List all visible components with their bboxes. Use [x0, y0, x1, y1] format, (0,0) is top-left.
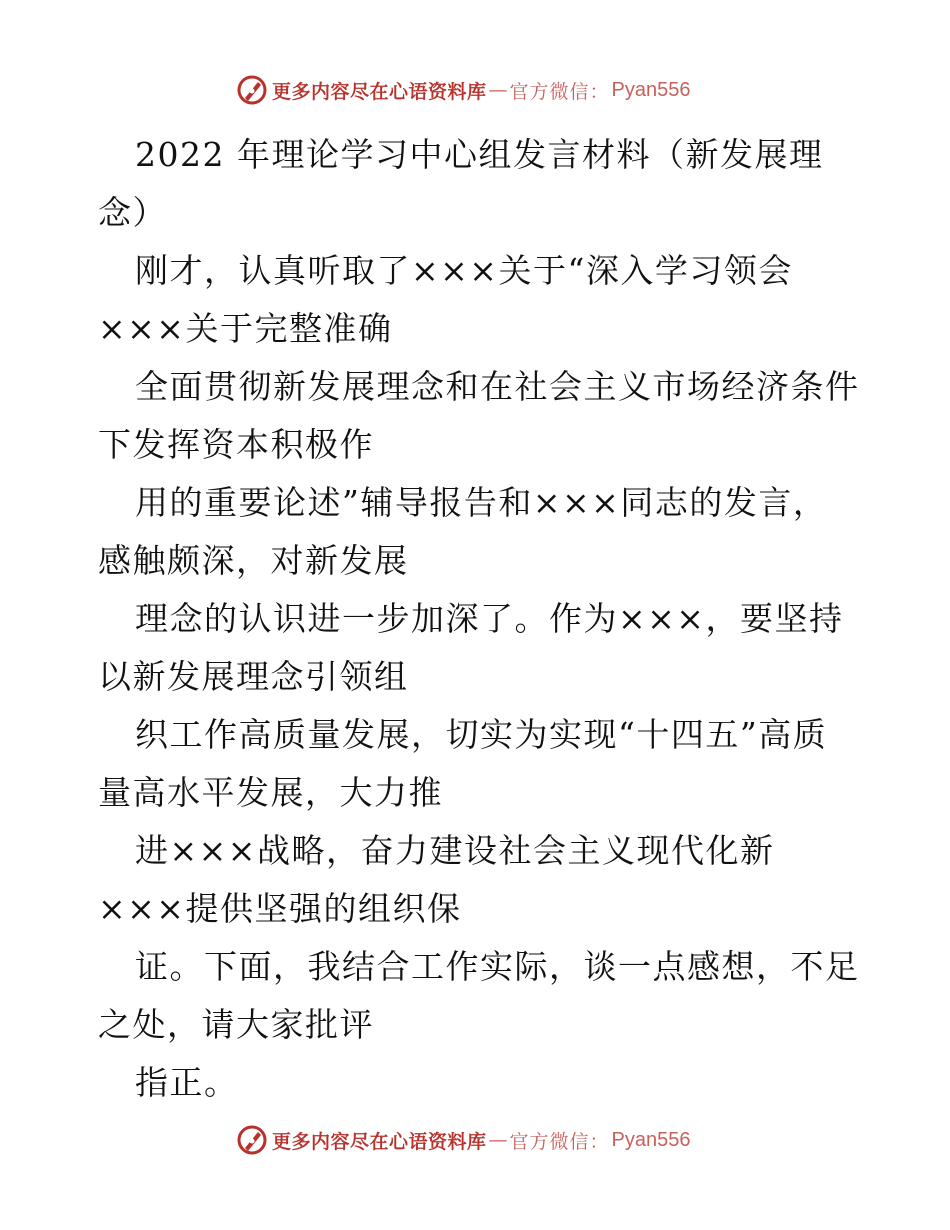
paragraph-line: 进×××战略，奋力建设社会主义现代化新 — [135, 831, 775, 870]
banner-wechat-label: 官方微信： — [509, 80, 610, 103]
paragraph-line: 全面贯彻新发展理念和在社会主义市场经济条件 — [135, 367, 860, 406]
pen-logo-icon — [236, 1124, 268, 1156]
paragraph-line: ×××提供坚强的组织保 — [98, 889, 462, 928]
document-body — [98, 126, 858, 1112]
pen-logo-icon — [236, 74, 268, 106]
paragraph-line: 感触颇深，对新发展 — [98, 541, 409, 580]
banner-site-text: 更多内容尽在心语资料库 — [272, 1130, 487, 1153]
paragraph-line: 指正。 — [135, 1063, 239, 1102]
banner-dash: — — [488, 1129, 508, 1151]
paragraph-line: 量高水平发展，大力推 — [98, 773, 443, 812]
footer-banner — [236, 1122, 691, 1158]
banner-wechat-label: 官方微信： — [509, 1130, 610, 1153]
title-line-2: 念） — [98, 193, 167, 232]
paragraph-line: 理念的认识进一步加深了。作为×××，要坚持 — [135, 599, 844, 638]
paragraph-line: 之处，请大家批评 — [98, 1005, 374, 1044]
paragraph-line: 下发挥资本积极作 — [98, 425, 374, 464]
header-banner — [236, 72, 691, 108]
banner-wechat-id: Pyan556 — [611, 1128, 691, 1151]
paragraph-line: ×××关于完整准确 — [98, 309, 393, 348]
paragraph-line: 织工作高质量发展，切实为实现“十四五”高质 — [135, 715, 828, 754]
banner-dash: — — [488, 79, 508, 101]
paragraph-line: 刚才，认真听取了×××关于“深入学习领会 — [135, 251, 793, 290]
paragraph-line: 用的重要论述”辅导报告和×××同志的发言， — [135, 483, 828, 522]
banner-wechat-id: Pyan556 — [611, 78, 691, 101]
paragraph-line: 证。下面，我结合工作实际，谈一点感想，不足 — [135, 947, 860, 986]
paragraph-line: 以新发展理念引领组 — [98, 657, 409, 696]
banner-site-text: 更多内容尽在心语资料库 — [272, 80, 487, 103]
title-line-1: 2022 年理论学习中心组发言材料（新发展理 — [135, 135, 824, 174]
